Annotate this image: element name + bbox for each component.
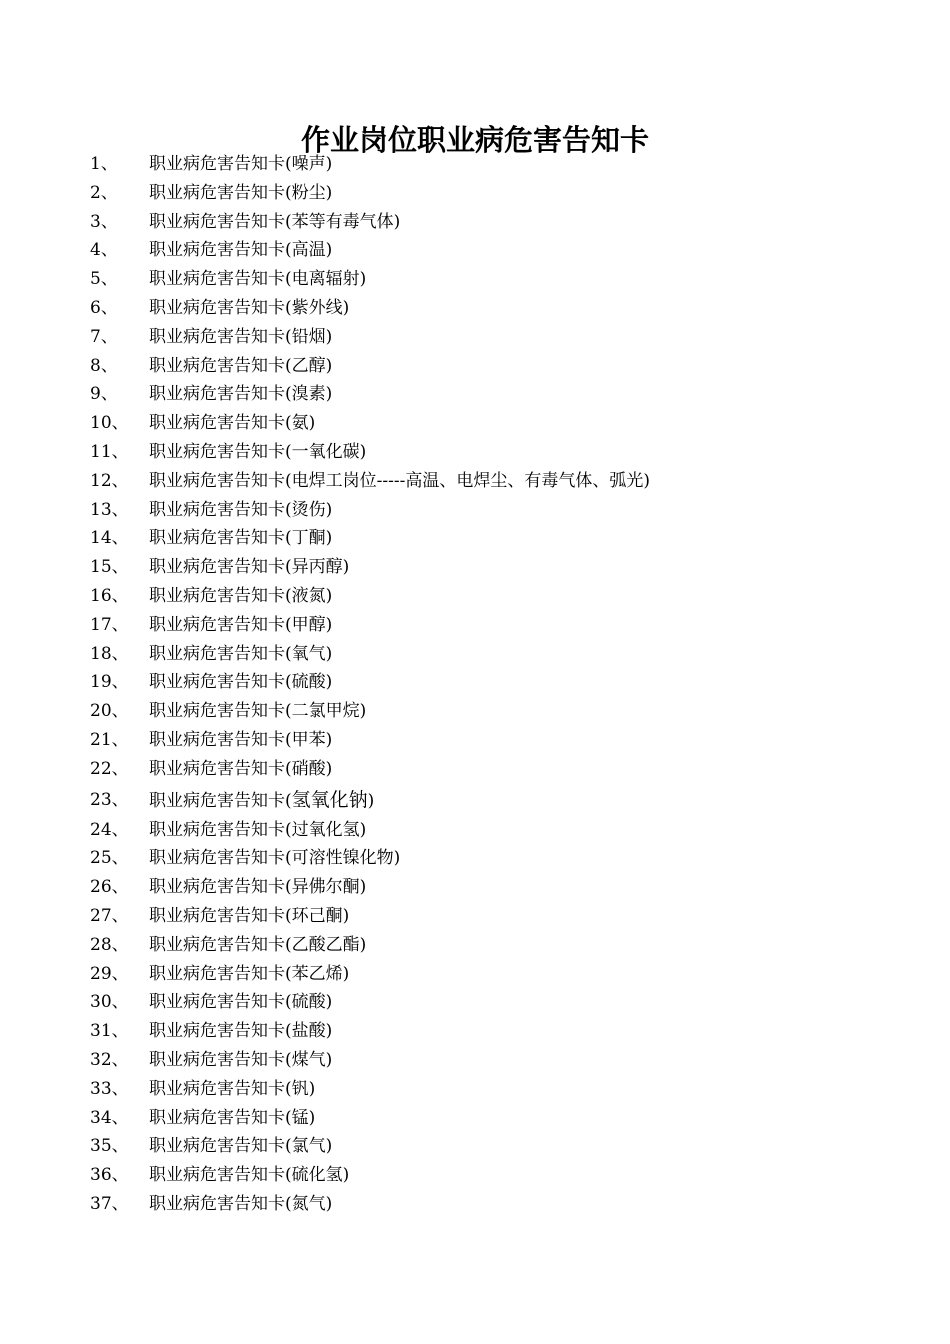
item-number: 6、 xyxy=(90,297,118,318)
list-item xyxy=(0,668,950,697)
list-item xyxy=(0,179,950,208)
item-number: 9、 xyxy=(90,384,118,405)
item-number: 31、 xyxy=(90,1021,129,1042)
list-item xyxy=(0,873,950,902)
item-number: 5、 xyxy=(90,269,118,290)
item-number: 35、 xyxy=(90,1136,129,1157)
list-item xyxy=(0,784,950,816)
list-item xyxy=(0,1132,950,1161)
list-item xyxy=(0,150,950,179)
item-number: 20、 xyxy=(90,701,129,722)
list-item xyxy=(0,611,950,640)
item-number: 22、 xyxy=(90,758,129,779)
item-label: 职业病危害告知卡(氨) xyxy=(149,413,316,434)
item-label: 职业病危害告知卡(煤气) xyxy=(149,1049,333,1070)
item-label: 职业病危害告知卡(甲苯) xyxy=(149,729,333,750)
item-label: 职业病危害告知卡(噪声) xyxy=(149,154,333,174)
item-number: 37、 xyxy=(90,1193,129,1214)
list-item xyxy=(0,726,950,755)
item-number: 19、 xyxy=(90,672,129,693)
item-number: 36、 xyxy=(90,1165,129,1186)
item-number: 16、 xyxy=(90,585,129,606)
list-item xyxy=(0,1161,950,1190)
item-label-emphasis: 氢氧化钠 xyxy=(291,788,368,811)
item-label: 职业病危害告知卡(溴素) xyxy=(149,384,333,405)
item-number: 17、 xyxy=(90,614,129,635)
list-item xyxy=(0,582,950,611)
list-item xyxy=(0,960,950,989)
item-number: 29、 xyxy=(90,963,129,984)
item-number: 25、 xyxy=(90,848,129,869)
list-item xyxy=(0,1104,950,1133)
list-item xyxy=(0,236,950,265)
list-item xyxy=(0,294,950,323)
item-label: 职业病危害告知卡(苯等有毒气体) xyxy=(149,211,401,232)
list-item xyxy=(0,902,950,931)
item-label: 职业病危害告知卡(液氮) xyxy=(149,585,333,606)
item-label: 职业病危害告知卡(环己酮) xyxy=(149,905,350,926)
item-label: 职业病危害告知卡(烫伤) xyxy=(149,499,333,520)
item-number: 14、 xyxy=(90,528,129,549)
item-label: 职业病危害告知卡(氮气) xyxy=(149,1193,333,1214)
item-number: 18、 xyxy=(90,643,129,664)
list-item xyxy=(0,844,950,873)
item-number: 34、 xyxy=(90,1107,129,1128)
item-label: 职业病危害告知卡(过氧化氢) xyxy=(149,819,367,840)
list-item xyxy=(0,524,950,553)
item-number: 21、 xyxy=(90,729,129,750)
item-number: 30、 xyxy=(90,992,129,1013)
item-number: 23、 xyxy=(90,789,129,810)
list-item xyxy=(0,697,950,726)
item-label: 职业病危害告知卡(丁酮) xyxy=(149,528,333,549)
item-number: 26、 xyxy=(90,877,129,898)
item-number: 1、 xyxy=(90,154,118,174)
item-label: 职业病危害告知卡(可溶性镍化物) xyxy=(149,848,401,869)
item-label: 职业病危害告知卡(硝酸) xyxy=(149,758,333,779)
item-label: 职业病危害告知卡(紫外线) xyxy=(149,297,350,318)
item-label: 职业病危害告知卡(异丙醇) xyxy=(149,557,350,578)
item-label: 职业病危害告知卡(硫化氢) xyxy=(149,1165,350,1186)
list-item xyxy=(0,988,950,1017)
item-label: 职业病危害告知卡(盐酸) xyxy=(149,1021,333,1042)
list-item xyxy=(0,931,950,960)
list-item xyxy=(0,352,950,381)
item-number: 8、 xyxy=(90,355,118,376)
item-label: 职业病危害告知卡(异佛尔酮) xyxy=(149,877,367,898)
item-label: 职业病危害告知卡(硫酸) xyxy=(149,672,333,693)
item-label: 职业病危害告知卡(乙醇) xyxy=(149,355,333,376)
list-item xyxy=(0,1017,950,1046)
hazard-card-list xyxy=(0,150,950,1219)
item-label-suffix: ) xyxy=(367,790,375,811)
list-item xyxy=(0,438,950,467)
page-title: 作业岗位职业病危害告知卡 xyxy=(300,123,649,157)
item-label: 职业病危害告知卡(钒) xyxy=(149,1078,316,1099)
item-label: 职业病危害告知卡(电焊工岗位-----高温、电焊尘、有毒气体、弧光) xyxy=(149,470,650,491)
list-item xyxy=(0,755,950,784)
item-label-prefix: 职业病危害告知卡( xyxy=(149,790,292,811)
list-item xyxy=(0,265,950,294)
item-label: 职业病危害告知卡(氯气) xyxy=(149,1136,333,1157)
list-item xyxy=(0,409,950,438)
item-label: 职业病危害告知卡(一氧化碳) xyxy=(149,441,367,462)
item-label: 职业病危害告知卡(高温) xyxy=(149,240,333,261)
item-label: 职业病危害告知卡(铅烟) xyxy=(149,326,333,347)
item-number: 33、 xyxy=(90,1078,129,1099)
item-number: 28、 xyxy=(90,934,129,955)
item-number: 24、 xyxy=(90,819,129,840)
item-label: 职业病危害告知卡(氧气) xyxy=(149,643,333,664)
item-number: 27、 xyxy=(90,905,129,926)
list-item xyxy=(0,323,950,352)
item-label: 职业病危害告知卡(苯乙烯) xyxy=(149,963,350,984)
item-label xyxy=(149,784,374,817)
list-item xyxy=(0,1046,950,1075)
item-number: 32、 xyxy=(90,1049,129,1070)
item-number: 10、 xyxy=(90,413,129,434)
item-number: 7、 xyxy=(90,326,118,347)
item-label: 职业病危害告知卡(乙酸乙酯) xyxy=(149,934,367,955)
item-label: 职业病危害告知卡(锰) xyxy=(149,1107,316,1128)
list-item xyxy=(0,496,950,525)
item-number: 4、 xyxy=(90,240,118,261)
list-item xyxy=(0,380,950,409)
list-item xyxy=(0,467,950,496)
item-number: 13、 xyxy=(90,499,129,520)
list-item xyxy=(0,553,950,582)
list-item xyxy=(0,1190,950,1219)
item-label: 职业病危害告知卡(二氯甲烷) xyxy=(149,701,367,722)
list-item xyxy=(0,816,950,845)
item-label: 职业病危害告知卡(硫酸) xyxy=(149,992,333,1013)
item-number: 15、 xyxy=(90,557,129,578)
item-number: 11、 xyxy=(90,441,129,462)
item-number: 12、 xyxy=(90,470,129,491)
item-number: 2、 xyxy=(90,182,118,203)
list-item xyxy=(0,1075,950,1104)
item-number: 3、 xyxy=(90,211,118,232)
item-label: 职业病危害告知卡(电离辐射) xyxy=(149,269,367,290)
item-label: 职业病危害告知卡(甲醇) xyxy=(149,614,333,635)
list-item xyxy=(0,640,950,669)
list-item xyxy=(0,208,950,237)
item-label: 职业病危害告知卡(粉尘) xyxy=(149,182,333,203)
